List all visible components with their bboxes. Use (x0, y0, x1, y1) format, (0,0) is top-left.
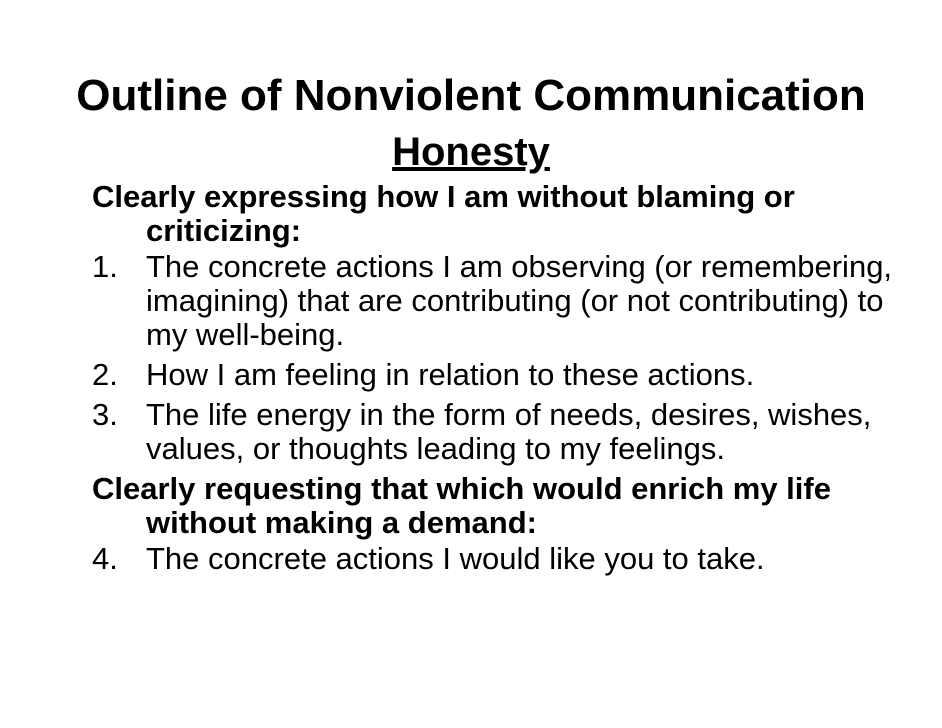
section-heading-requesting: Clearly requesting that which would enrich my life without making a demand: (92, 471, 831, 540)
list-item-number: 4. (92, 541, 118, 576)
list-item-text: How I am feeling in relation to these actions. (146, 357, 755, 392)
list-item (92, 250, 912, 352)
section-heading-expressing: Clearly expressing how I am without blaming or criticizing: (92, 179, 795, 248)
page-title: Outline of Nonviolent Communication (76, 71, 866, 120)
list-item (92, 542, 912, 576)
list-item (92, 398, 912, 466)
section-subtitle: Honesty (392, 130, 550, 174)
outline-content (92, 180, 912, 582)
list-item-number: 3. (92, 397, 118, 432)
list-item-text: The life energy in the form of needs, desires, wishes, values, or thoughts leading to my feelings. (146, 397, 872, 466)
list-item-number: 1. (92, 249, 118, 284)
list-item-text: The concrete actions I would like you to take. (146, 541, 765, 576)
list-item (92, 358, 912, 392)
list-item-number: 2. (92, 357, 118, 392)
list-item-text: The concrete actions I am observing (or remembering, imagining) that are contributing (or not contributing) to my well-being. (146, 249, 893, 352)
